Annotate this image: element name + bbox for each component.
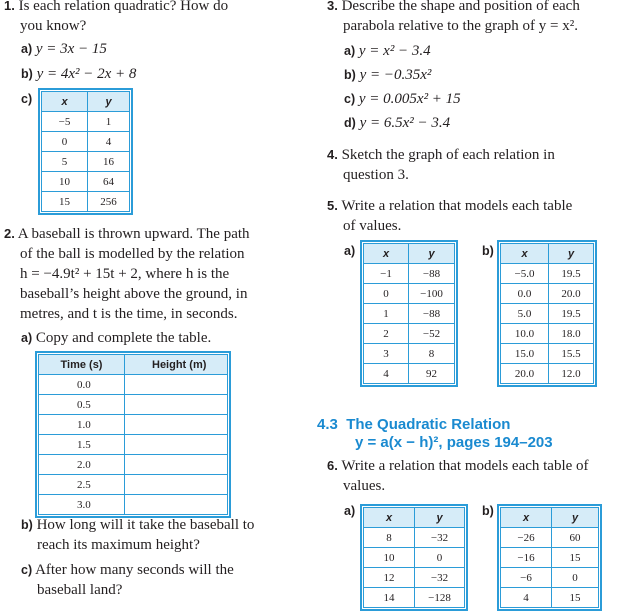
table-cell: 20.0 [549,284,594,304]
table-cell: 2.0 [39,455,125,475]
table-cell: −52 [409,324,455,344]
question-text: baseball’s height above the ground, in [20,286,248,302]
table-cell: 0 [364,284,409,304]
table-cell: 0.0 [39,375,125,395]
section-title: The Quadratic Relation [346,416,511,433]
table-row [501,284,594,304]
table-cell: 15 [552,548,599,568]
q3-part-b [344,63,461,87]
table-cell [125,375,228,395]
table-cell [125,475,228,495]
table-row [39,495,228,515]
part-text: baseball land? [37,582,123,598]
question-text: of values. [343,218,402,234]
table-row [39,475,228,495]
table-row [364,364,455,384]
question-number: 6. [327,458,338,473]
part-label: a) [344,244,356,258]
table-cell: −16 [501,548,552,568]
part-label: c) [21,92,33,106]
table-cell: 15 [552,588,599,608]
table-cell: −1 [364,264,409,284]
table-row [39,455,228,475]
table-cell: 15.0 [501,344,549,364]
table-header: y [415,508,465,528]
section-subtitle: y = a(x − h)², pages 194–203 [355,434,553,451]
table-row [501,588,599,608]
part-label: a) [344,504,356,518]
table-row [364,344,455,364]
question-text: metres, and t is the time, in seconds. [20,306,238,322]
table-cell: −5 [42,112,88,132]
table-cell [125,395,228,415]
table-cell: 8 [364,528,415,548]
table-row [42,152,130,172]
table-cell: 2 [364,324,409,344]
table-cell: −32 [415,568,465,588]
part-text: y = x² − 3.4 [358,43,431,59]
table-row [364,284,455,304]
table-cell: −6 [501,568,552,588]
table-header: x [42,92,88,112]
table-cell: −32 [415,528,465,548]
table-header: y [88,92,130,112]
question-number: 4. [327,147,338,162]
part-label: b) [482,504,494,518]
table-row [364,588,465,608]
table-header: Time (s) [39,355,125,375]
question-text: h = −4.9t² + 15t + 2, where h is the [20,266,230,282]
table-row [39,415,228,435]
question-text: Write a relation that models each table of [341,458,589,474]
question-5 [327,196,627,236]
part-text: reach its maximum height? [37,537,200,553]
question-4 [327,145,627,185]
table-row [364,264,455,284]
table-cell [125,435,228,455]
q5a-value-table [360,240,458,387]
question-3 [327,0,627,36]
question-6 [327,456,627,496]
table-row [501,528,599,548]
table-cell: 20.0 [501,364,549,384]
part-label: c) [344,92,356,106]
q6a-value-table [360,504,468,611]
table-header: x [501,508,552,528]
table-row [364,304,455,324]
part-text: y = −0.35x² [359,67,432,83]
table-cell: 1.0 [39,415,125,435]
section-number: 4.3 [317,416,338,433]
table-cell [125,415,228,435]
q5b-value-table [497,240,597,387]
table-row [501,344,594,364]
question-text: parabola relative to the graph of y = x². [343,18,578,34]
table-cell: 10 [364,548,415,568]
question-number: 1. [4,0,15,13]
table-cell: 5 [42,152,88,172]
table-row [501,568,599,588]
question-text: you know? [20,18,87,34]
question-text: Write a relation that models each table [341,198,573,214]
table-cell: 15.5 [549,344,594,364]
table-cell: 18.0 [549,324,594,344]
table-cell: 0 [552,568,599,588]
table-cell: 14 [364,588,415,608]
question-text: values. [343,478,386,494]
table-cell: 1 [364,304,409,324]
table-cell: 19.5 [549,304,594,324]
table-cell: 15 [42,192,88,212]
part-label: b) [344,68,356,82]
table-cell: 19.5 [549,264,594,284]
part-text: y = 6.5x² − 3.4 [359,115,451,131]
part-label: d) [344,116,356,130]
table-cell: 0.5 [39,395,125,415]
question-text: Describe the shape and position of each [341,0,580,14]
table-cell [125,495,228,515]
q3-part-c [344,87,461,111]
table-cell: −88 [409,264,455,284]
table-row [501,324,594,344]
q3-part-d [344,111,461,135]
question-number: 5. [327,198,338,213]
table-header: y [552,508,599,528]
q1-value-table [38,88,133,215]
question-2 [4,224,304,324]
table-cell: 3 [364,344,409,364]
table-cell: 8 [409,344,455,364]
table-cell [125,455,228,475]
q2-time-height-table [35,351,231,518]
table-cell: 0.0 [501,284,549,304]
question-1 [4,0,304,36]
table-cell: 4 [501,588,552,608]
table-cell: 12.0 [549,364,594,384]
table-row [39,435,228,455]
table-cell: −100 [409,284,455,304]
table-cell: −128 [415,588,465,608]
table-cell: 1 [88,112,130,132]
table-row [39,395,228,415]
part-label: c) [21,563,33,577]
table-header: Height (m) [125,355,228,375]
part-text: How long will it take the baseball to [36,517,255,533]
table-header: y [409,244,455,264]
question-text: question 3. [343,167,409,183]
table-cell: 4 [88,132,130,152]
table-cell: −5.0 [501,264,549,284]
table-cell: 10 [42,172,88,192]
table-cell: 0 [415,548,465,568]
table-cell: 4 [364,364,409,384]
part-text: After how many seconds will the [35,562,234,578]
section-heading [317,415,510,434]
table-cell: −88 [409,304,455,324]
question-text: Is each relation quadratic? How do [18,0,229,14]
table-row [39,375,228,395]
part-label: a) [21,331,33,345]
table-row [364,528,465,548]
table-row [42,192,130,212]
table-cell: −26 [501,528,552,548]
table-row [501,548,599,568]
q1-part-a [21,39,107,59]
table-cell: 92 [409,364,455,384]
q2-part-c [21,560,234,600]
table-row [42,132,130,152]
table-cell: 256 [88,192,130,212]
part-text: y = 0.005x² + 15 [358,91,461,107]
table-header: x [364,508,415,528]
table-row [364,548,465,568]
q1-part-b [21,64,136,84]
table-cell: 5.0 [501,304,549,324]
table-row [501,364,594,384]
part-label: b) [21,67,33,81]
q6b-value-table [497,504,602,611]
part-text: y = 4x² − 2x + 8 [36,66,137,82]
table-row [42,112,130,132]
table-row [501,304,594,324]
part-label: a) [344,44,356,58]
table-cell: 12 [364,568,415,588]
table-cell: 1.5 [39,435,125,455]
q3-part-a [344,39,461,63]
question-text: A baseball is thrown upward. The path [17,226,250,242]
table-header: x [501,244,549,264]
table-row [501,264,594,284]
table-row [364,324,455,344]
table-cell: 60 [552,528,599,548]
table-cell: 10.0 [501,324,549,344]
table-cell: 3.0 [39,495,125,515]
table-cell: 64 [88,172,130,192]
part-text: y = 3x − 15 [35,41,107,57]
question-text: Sketch the graph of each relation in [341,147,555,163]
q3-parts [344,39,461,135]
table-header: y [549,244,594,264]
question-number: 2. [4,226,15,241]
q2-part-a [21,328,211,348]
table-row [364,568,465,588]
question-number: 3. [327,0,338,13]
table-header: x [364,244,409,264]
part-label: b) [21,518,33,532]
table-row [42,172,130,192]
table-cell: 2.5 [39,475,125,495]
q2-part-b [21,515,254,555]
part-label: a) [21,42,33,56]
part-label: b) [482,244,494,258]
table-cell: 16 [88,152,130,172]
part-text: Copy and complete the table. [35,330,212,346]
table-cell: 0 [42,132,88,152]
question-text: of the ball is modelled by the relation [20,246,245,262]
